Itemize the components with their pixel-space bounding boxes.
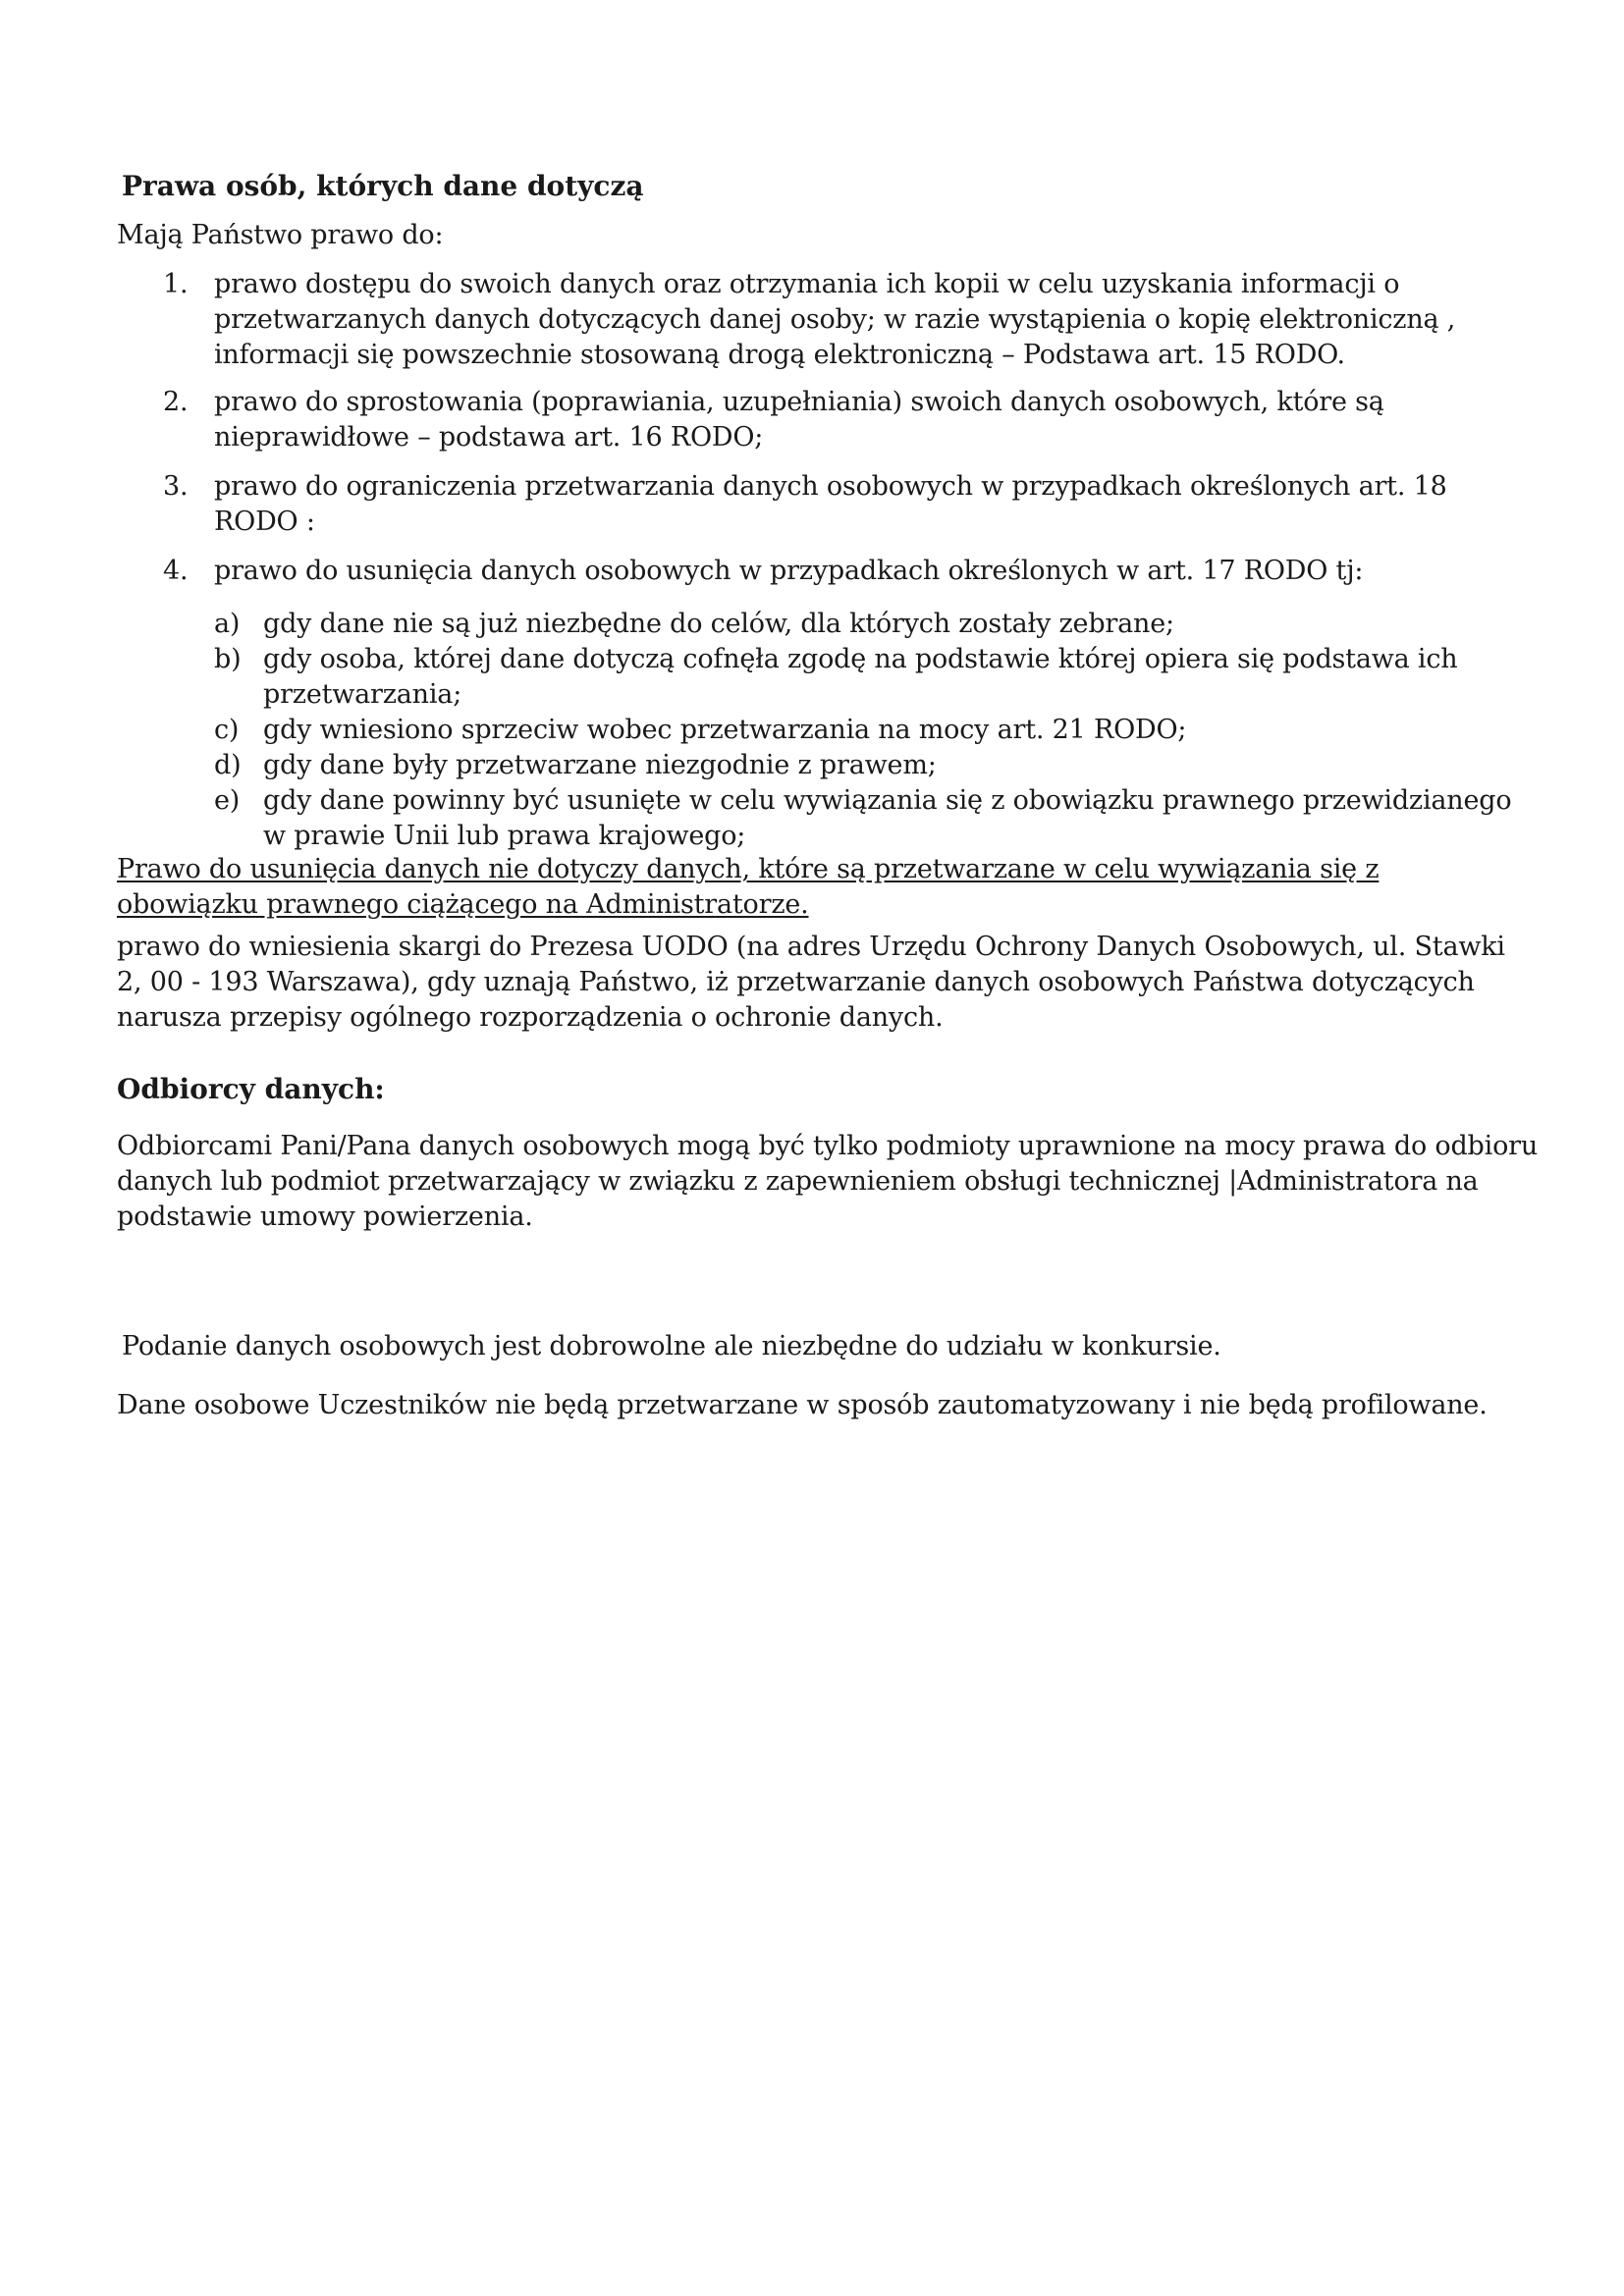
sub-list-item-text: gdy wniesiono sprzeciw wobec przetwarzania na mocy art. 21 RODO; — [263, 715, 1187, 745]
rights-list-item — [163, 554, 1518, 589]
voluntary-provision-paragraph: Podanie danych osobowych jest dobrowolne ale niezbędne do udziału w konkursie. — [122, 1331, 1221, 1362]
rights-intro: Mają Państwo prawo do: — [117, 220, 444, 250]
sub-list-item-text: gdy dane powinny być usunięte w celu wywiązania się z obowiązku prawnego przewidzianego w prawie Unii lub prawa krajowego; — [263, 785, 1512, 851]
sub-list-item-text: gdy dane były przetwarzane niezgodnie z prawem; — [263, 750, 937, 780]
list-number: 2. — [163, 387, 189, 417]
no-profiling-paragraph: Dane osobowe Uczestników nie będą przetwarzane w sposób zautomatyzowany i nie będą profilowane. — [117, 1390, 1488, 1420]
list-item-text: prawo do ograniczenia przetwarzania danych osobowych w przypadkach określonych art. 18 RODO : — [214, 471, 1447, 537]
erasure-case-item — [214, 748, 1530, 783]
list-item-text: prawo do sprostowania (poprawiania, uzupełniania) swoich danych osobowych, które są nieprawidłowe – podstawa art. 16 RODO; — [214, 387, 1384, 453]
sub-list-letter: a) — [214, 609, 241, 639]
list-item-text: prawo do usunięcia danych osobowych w przypadkach określonych w art. 17 RODO tj: — [214, 556, 1364, 586]
list-number: 3. — [163, 471, 189, 502]
list-number: 1. — [163, 269, 189, 299]
sub-list-item-text: gdy osoba, której dane dotyczą cofnęła zgodę na podstawie której opiera się podstawa ich przetwarzania; — [263, 644, 1458, 710]
recipients-heading: Odbiorcy danych: — [117, 1073, 385, 1105]
erasure-case-item — [214, 713, 1530, 748]
erasure-case-item — [214, 607, 1530, 642]
complaint-right-paragraph: prawo do wniesienia skargi do Prezesa UODO (na adres Urzędu Ochrony Danych Osobowych, ul. Stawki 2, 00 - 193 Warszawa), gdy uznają Państwo, iż przetwarzanie danych osobowych Państwa dotyczących narusza przepisy ogólnego rozporządzenia o ochronie danych. — [117, 932, 1505, 1033]
list-item-text: prawo dostępu do swoich danych oraz otrzymania ich kopii w celu uzyskania informacji o przetwarzanych danych dotyczących danej osoby; w razie wystąpienia o kopię elektroniczną , informacji się powszechnie stosowaną drogą elektroniczną – Podstawa art. 15 RODO. — [214, 269, 1456, 370]
sub-list-letter: c) — [214, 715, 240, 745]
list-number: 4. — [163, 556, 189, 586]
erasure-case-item — [214, 642, 1530, 713]
sub-list-item-text: gdy dane nie są już niezbędne do celów, dla których zostały zebrane; — [263, 609, 1174, 639]
recipients-paragraph: Odbiorcami Pani/Pana danych osobowych mogą być tylko podmioty uprawnione na mocy prawa do odbioru danych lub podmiot przetwarzający w związku z zapewnieniem obsługi technicznej |Administratora na podstawie umowy powierzenia. — [117, 1131, 1539, 1232]
rights-heading: Prawa osób, których dane dotyczą — [122, 170, 644, 202]
sub-list-letter: d) — [214, 750, 242, 780]
sub-list-letter: e) — [214, 785, 241, 816]
rights-list-item — [163, 385, 1518, 455]
sub-list-letter: b) — [214, 644, 242, 674]
rights-list-item — [163, 469, 1518, 540]
rights-list-item — [163, 267, 1518, 373]
erasure-case-item — [214, 783, 1530, 854]
erasure-exception-note: Prawo do usunięcia danych nie dotyczy danych, które są przetwarzane w celu wywiązania się z obowiązku prawnego ciążącego na Administratorze. — [117, 854, 1380, 920]
